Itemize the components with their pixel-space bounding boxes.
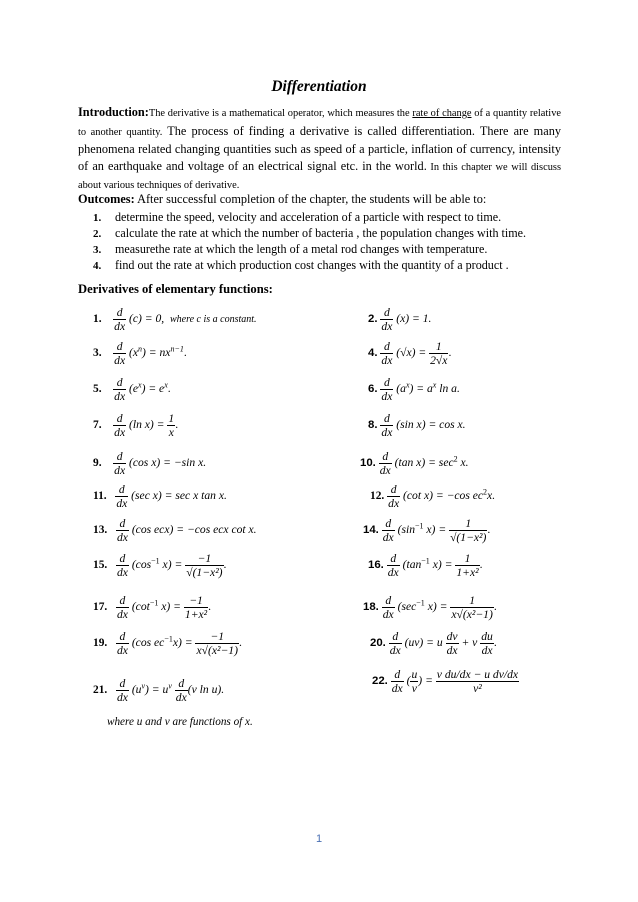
formula-end: . [493,600,497,614]
formula-number: 7. [93,419,102,432]
formula-sup: −1 [164,634,173,644]
formula-end: ln a. [436,382,460,396]
formula-number: 14. [363,524,379,537]
formula-sup: x [138,380,142,390]
formula-sup: −1 [149,598,159,608]
outcomes-label: Outcomes: [78,192,135,206]
formula-part: x) = [429,558,453,572]
formula-6 [368,376,460,403]
outcome-num: 4. [93,260,102,272]
d-dx: $\frac{d}{dx}$ [382,594,394,621]
formula-part: (tan x) = sec [394,456,454,470]
formula-sup: −1 [415,521,424,531]
outcome-num: 2. [93,228,102,240]
formula-end: . [223,558,227,572]
formula-9 [93,450,206,477]
formula-part: ) = u [145,683,169,697]
formula-part: (cos ecx) = −cos ecx cot x. [131,523,257,537]
formula-11 [93,483,227,510]
formula-part: (a [396,382,406,396]
formula-part: (uv) = u [404,636,443,650]
d-dx: $\frac{d}{dx}$ [116,630,128,657]
paren-open: ( [406,674,411,688]
formula-4 [368,340,451,367]
fraction: $\frac{du}{dx}$ [481,630,493,657]
formula-sup: v [168,681,172,691]
formula-part: (sin x) = cos x. [396,418,466,432]
formula-8 [368,412,466,439]
formula-22 [372,668,519,695]
formula-number: 19. [93,637,108,650]
d-dx: $\frac{d}{dx}$ [116,677,128,704]
intro-text-1: The derivative is a mathematical operator, which measures the [148,108,413,119]
intro-text-5: In this chapter we will discuss about various techniques of derivative. [78,161,561,192]
intro-text-2: of a [471,108,494,119]
formula-part: (e [129,382,139,396]
formula-number: 8. [368,419,378,432]
formula-21 [93,677,224,704]
formula-number: 10. [360,457,376,470]
formula-note: where c is a constant. [169,314,257,326]
formula-14 [363,517,490,544]
formula-part: (sec x) = sec x tan x. [131,489,227,503]
formula-part: + v [458,636,478,650]
d-dx: $\frac{d}{dx}$ [391,668,403,695]
outcome-num: 1. [93,212,102,224]
formula-part: x) = [158,600,181,614]
formula-15 [93,552,226,579]
formula-sup: v [141,681,146,691]
formula-20 [370,630,497,657]
formula-19 [93,630,242,657]
formula-number: 20. [370,637,386,650]
formula-end: x. [487,489,496,503]
formula-part: (cot [131,600,150,614]
intro-text-3: quantity relative to another quantity. [78,108,562,138]
formula-part: (x) = 1. [396,312,432,326]
derivatives-heading: Derivatives of elementary functions: [78,282,273,296]
d-dx: $\frac{d}{dx}$ [114,306,126,333]
formula-part: (√x) = [396,346,427,360]
fraction: $\frac{dv}{dx}$ [446,630,458,657]
formula-sup: x [164,380,168,390]
formula-end: . [487,523,491,537]
formula-number: 1. [93,313,102,326]
formula-12 [370,483,495,510]
formula-1 [93,306,257,333]
formula-sup: −1 [416,598,425,608]
d-dx: $\frac{d}{dx}$ [114,412,126,439]
formula-7 [93,412,178,439]
formula-number: 3. [93,347,102,360]
outcome-text: calculate the rate at which the number of bacteria , the population changes with time. [115,226,527,240]
d-dx: $\frac{d}{dx}$ [114,376,126,403]
formula-5 [93,376,171,403]
d-dx: $\frac{d}{dx}$ [116,483,128,510]
paren-close: ) [418,674,423,688]
formula-sup: −1 [421,556,430,566]
outcome-num: 3. [93,244,102,256]
formula-13 [93,517,257,544]
formula-part: (cos x) = −sin x. [129,456,207,470]
formula-number: 22. [372,675,388,688]
formula-end: . [183,346,187,360]
formula-sup: n [138,344,143,354]
formula-part: x) = [424,600,448,614]
formula-end: . [208,600,212,614]
formula-part: (cot x) = −cos ec [403,489,484,503]
formula-number: 5. [93,383,102,396]
formula-body: (c) = 0, [129,312,165,326]
d-dx: $\frac{d}{dx}$ [388,483,400,510]
d-dx: $\frac{d}{dx}$ [379,450,391,477]
formula-part: (cos [131,558,152,572]
formula-part: ) = a [409,382,433,396]
formula-part: (cos ec [131,636,165,650]
d-dx: $\frac{d}{dx}$ [387,552,399,579]
formula-part: (sec [397,600,417,614]
formula-sup: 2 [483,487,488,497]
d-dx: $\frac{d}{dx}$ [381,306,393,333]
formula-sup: n−1 [170,344,184,354]
introduction-paragraph [78,104,561,195]
page-number: 1 [315,833,323,845]
d-dx: $\frac{d}{dx}$ [175,677,187,704]
fraction: $\frac{1}{\text{1+x²}}$ [456,552,479,579]
page-title: Differentiation [271,78,367,95]
formula-number: 21. [93,684,108,697]
formula-18 [363,594,497,621]
d-dx: $\frac{d}{dx}$ [381,376,393,403]
formula-number: 4. [368,347,378,360]
formula-10 [360,450,469,477]
d-dx: $\frac{d}{dx}$ [114,450,126,477]
formula-end: x. [457,456,469,470]
fraction: $\frac{-1}{\text{x√(x²−1)}}$ [196,630,238,657]
formula-number: 11. [93,490,107,503]
d-dx: $\frac{d}{dx}$ [116,517,128,544]
formula-number: 17. [93,601,108,614]
rate-of-change-link[interactable]: rate of change [412,108,472,119]
formula-part: (tan [402,558,422,572]
fraction: $\frac{1}{\text{x√(x²−1)}}$ [451,594,493,621]
formula-16 [368,552,483,579]
formula-part: (sin [397,523,415,537]
quotient-fraction: $\frac{\text{v du/dx − u dv/dx}}{\text{v²}}$ [436,668,519,695]
fraction: $\frac{-1}{\text{√(1−x²)}}$ [186,552,223,579]
d-dx: $\frac{d}{dx}$ [389,630,401,657]
formula-2 [368,306,431,333]
formula-part: x) = [159,558,183,572]
outcome-item [93,241,563,258]
intro-text-4: The process of finding a derivative is called differentiation. There are many phenomena related changing quantities such as speed of a particle, inflation of currency, intensity of an earthquake and voltage of an electrical signal etc. in the world. [78,123,561,173]
formula-17 [93,594,211,621]
fraction: $\frac{-1}{\text{1+x²}}$ [184,594,208,621]
formula-number: 15. [93,559,108,572]
formula-sup: 2 [453,454,458,464]
intro-label: Introduction: [78,105,149,119]
formula-part: x) = [423,523,447,537]
formula-part: ) = nx [142,346,171,360]
functions-note: where u and v are functions of x. [107,716,253,728]
d-dx: $\frac{d}{dx}$ [114,340,126,367]
fraction: $\frac{u}{v}$ [411,668,418,695]
formula-part: (v ln u). [187,683,225,697]
fraction: $\frac{1}{\text{√(1−x²)}}$ [450,517,487,544]
formula-part: (ln x) = [129,418,165,432]
formula-number: 16. [368,559,384,572]
formula-number: 9. [93,457,102,470]
formula-number: 18. [363,601,379,614]
formula-end: . [448,346,452,360]
formula-sup: −1 [151,556,160,566]
fraction: $\frac{1}{2√x}$ [430,340,448,367]
outcome-text: find out the rate at which production cost changes with the quantity of a product . [115,258,509,272]
formula-sup: x [405,380,410,390]
fraction: $\frac{1}{x}$ [168,412,175,439]
formula-part: ) = e [141,382,165,396]
d-dx: $\frac{d}{dx}$ [381,412,393,439]
d-dx: $\frac{d}{dx}$ [116,552,128,579]
formula-end: . [493,636,497,650]
outcomes-text: After successful completion of the chapter, the students will be able to: [134,192,487,206]
formula-end: . [167,382,171,396]
formula-sup: x [432,380,437,390]
d-dx: $\frac{d}{dx}$ [116,594,128,621]
formula-end: . [175,418,179,432]
formula-part: (u [131,683,142,697]
formula-number: 2. [368,313,378,326]
formula-part: = [425,674,433,688]
outcome-item [93,209,563,226]
formula-3 [93,340,187,367]
formula-part: x) = [172,636,193,650]
formula-end: . [238,636,242,650]
outcome-text: measurethe rate at which the length of a metal rod changes with temperature. [115,242,488,256]
formula-number: 13. [93,524,108,537]
formula-number: 12. [370,490,385,503]
outcome-text: determine the speed, velocity and acceleration of a particle with respect to time. [115,210,502,224]
d-dx: $\frac{d}{dx}$ [382,517,394,544]
formula-end: . [479,558,483,572]
outcome-item [93,225,563,242]
formula-number: 6. [368,383,378,396]
d-dx: $\frac{d}{dx}$ [381,340,393,367]
outcomes-paragraph [78,191,561,207]
outcome-item [93,257,563,274]
formula-part: (x [129,346,139,360]
